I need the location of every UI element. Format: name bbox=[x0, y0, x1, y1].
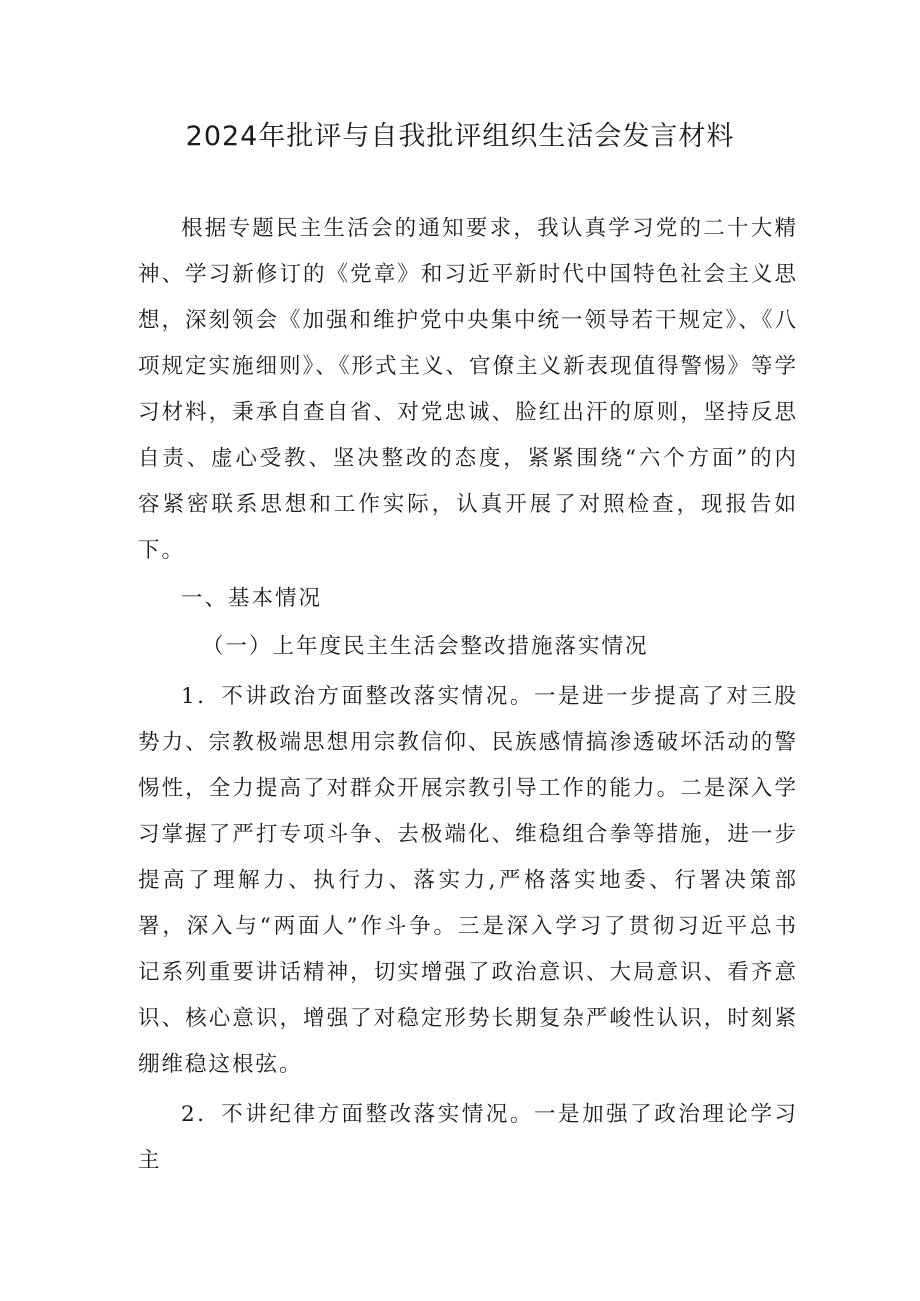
document-body bbox=[138, 206, 798, 1184]
section-heading-basic-situation: 一、基本情况 bbox=[181, 586, 323, 611]
item-paragraph-2: 2．不讲纪律方面整改落实情况。一是加强了政治理论学习主 bbox=[138, 1102, 798, 1173]
item-paragraph-1: 1．不讲政治方面整改落实情况。一是进一步提高了对三股势力、宗教极端思想用宗教信仰、民族感情搞渗透破坏活动的警惕性，全力提高了对群众开展宗教引导工作的能力。二是深入学习掌握了严打专项斗争、去极端化、维稳组合拳等措施，进一步提高了理解力、执行力、落实力,严格落实地委、行署决策部署，深入与“两面人”作斗争。三是深入学习了贯彻习近平总书记系列重要讲话精神，切实增强了政治意识、大局意识、看齐意识、核心意识，增强了对稳定形势长期复杂严峻性认识，时刻紧绷维稳这根弦。 bbox=[138, 684, 798, 1077]
intro-paragraph: 根据专题民主生活会的通知要求，我认真学习党的二十大精神、学习新修订的《党章》和习近平新时代中国特色社会主义思想，深刻领会《加强和维护党中央集中统一领导若干规定》、《八项规定实施细则》、《形式主义、官僚主义新表现值得警惕》等学习材料，秉承自查自省、对党忠诚、脸红出汗的原则，坚持反思自责、虚心受教、坚决整改的态度，紧紧围绕“六个方面”的内容紧密联系思想和工作实际，认真开展了对照检查，现报告如下。 bbox=[138, 216, 799, 563]
subsection-heading-rectification: （一）上年度民主生活会整改措施落实情况 bbox=[202, 634, 649, 659]
document-title: 2024年批评与自我批评组织生活会发言材料 bbox=[185, 121, 735, 152]
